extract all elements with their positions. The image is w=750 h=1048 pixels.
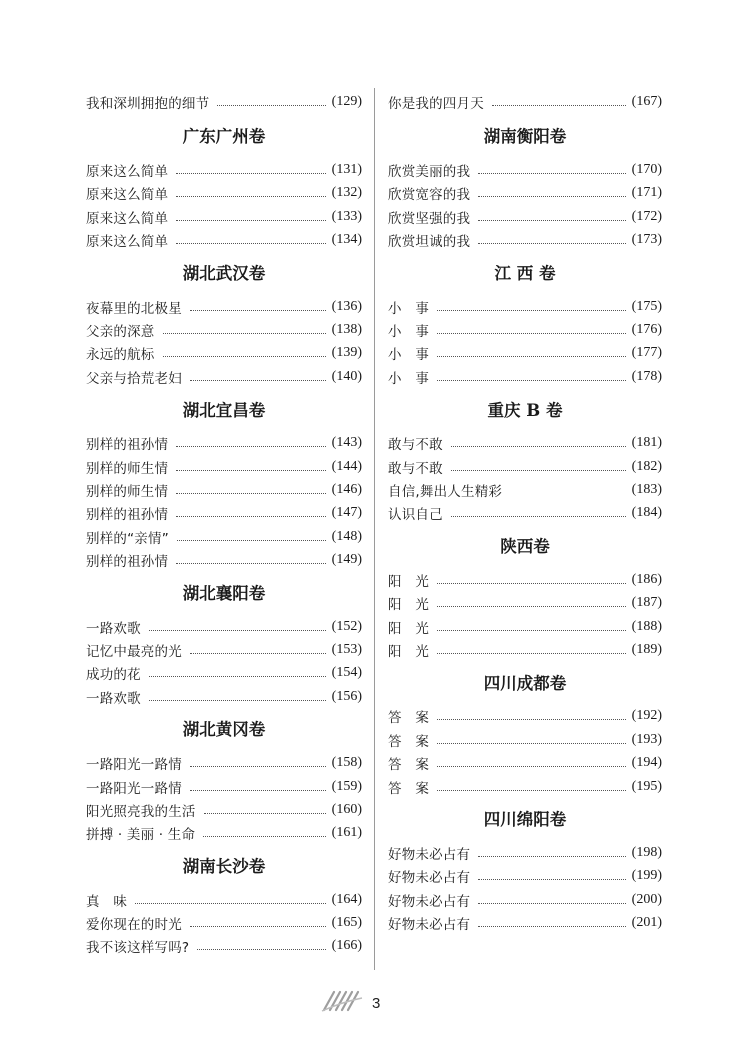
toc-entry-page: (160) — [331, 801, 362, 817]
toc-entry-title: 原来这么简单 — [86, 234, 169, 251]
toc-entry[interactable] — [388, 158, 662, 181]
toc-entry-page: (186) — [631, 571, 662, 587]
toc-entry-title: 好物未必占有 — [388, 917, 471, 934]
toc-entry[interactable] — [86, 888, 362, 911]
toc-entry-title: 欣赏坚强的我 — [388, 210, 471, 227]
dot-leader — [437, 355, 626, 357]
toc-entry[interactable] — [388, 638, 662, 661]
section-heading: 四川绵阳卷 — [483, 810, 567, 830]
toc-entry[interactable] — [86, 615, 362, 638]
toc-entry[interactable] — [388, 841, 662, 864]
dot-leader — [204, 812, 326, 814]
dot-leader — [203, 835, 326, 837]
toc-entry-title: 敢与不敢 — [388, 460, 443, 477]
toc-entry[interactable] — [388, 365, 662, 388]
toc-entry-title: 一路阳光一路情 — [86, 780, 182, 797]
toc-entry[interactable] — [86, 182, 362, 205]
toc-entry-page: (193) — [631, 731, 662, 747]
dot-leader — [190, 309, 326, 311]
toc-entry[interactable] — [388, 182, 662, 205]
toc-entry-page: (176) — [631, 322, 662, 338]
dot-leader — [176, 219, 325, 221]
toc-entry-page: (172) — [631, 208, 662, 224]
toc-entry[interactable] — [388, 615, 662, 638]
dot-leader — [451, 515, 626, 517]
toc-entry[interactable] — [86, 798, 362, 821]
toc-entry[interactable] — [86, 775, 362, 798]
section-heading: 湖北黄冈卷 — [182, 720, 266, 740]
toc-entry-title: 原来这么简单 — [86, 210, 169, 227]
section-heading: 湖北宜昌卷 — [182, 400, 266, 420]
dot-leader — [149, 629, 326, 631]
toc-entry-page: (183) — [631, 481, 662, 497]
toc-entry[interactable] — [388, 318, 662, 341]
toc-entry-title: 敢与不敢 — [388, 437, 443, 454]
toc-entry-page: (138) — [331, 322, 362, 338]
toc-entry-title: 别样的祖孙情 — [86, 437, 169, 454]
toc-entry-title: 自信,舞出人生精彩 — [388, 483, 503, 500]
toc-entry[interactable] — [86, 158, 362, 181]
dot-leader — [149, 699, 326, 701]
column-divider — [374, 88, 375, 970]
toc-entry-page: (177) — [631, 345, 662, 361]
dot-leader — [176, 562, 325, 564]
dot-leader — [437, 652, 626, 654]
dot-leader — [478, 878, 625, 880]
toc-entry-title: 阳 光 — [388, 620, 430, 637]
toc-entry[interactable] — [86, 318, 362, 341]
toc-entry-title: 一路欢歌 — [86, 620, 141, 637]
toc-entry-title: 好物未必占有 — [388, 893, 471, 910]
toc-entry[interactable] — [388, 568, 662, 591]
toc-entry[interactable] — [388, 502, 662, 525]
dot-leader — [437, 379, 626, 381]
dot-leader — [437, 629, 626, 631]
toc-entry-page: (182) — [631, 458, 662, 474]
toc-entry[interactable] — [388, 478, 662, 501]
toc-entry-page: (134) — [331, 232, 362, 248]
publisher-logo-icon — [320, 988, 364, 1018]
dot-leader — [437, 765, 626, 767]
dot-leader — [176, 469, 325, 471]
dot-leader — [437, 742, 626, 744]
toc-entry-page: (136) — [331, 298, 362, 314]
toc-entry-title: 阳 光 — [388, 643, 430, 660]
dot-leader — [197, 948, 325, 950]
toc-entry-title: 欣赏宽容的我 — [388, 187, 471, 204]
toc-entry[interactable] — [86, 822, 362, 845]
section-heading: 广东广州卷 — [182, 127, 266, 147]
toc-entry[interactable] — [86, 662, 362, 685]
toc-entry[interactable] — [388, 911, 662, 934]
toc-entry[interactable] — [86, 432, 362, 455]
toc-entry[interactable] — [388, 432, 662, 455]
toc-entry[interactable] — [388, 342, 662, 365]
toc-entry-page: (131) — [331, 162, 362, 178]
toc-entry-title: 阳光照亮我的生活 — [86, 803, 196, 820]
dot-leader — [478, 172, 625, 174]
toc-entry[interactable] — [86, 935, 362, 958]
page-footer — [320, 988, 430, 1018]
toc-entry-page: (200) — [631, 891, 662, 907]
toc-entry-page: (154) — [331, 665, 362, 681]
dot-leader — [492, 104, 626, 106]
toc-entry-title: 答 案 — [388, 710, 430, 727]
toc-entry-page: (149) — [331, 552, 362, 568]
dot-leader — [176, 515, 325, 517]
toc-entry-page: (184) — [631, 505, 662, 521]
dot-leader — [478, 219, 625, 221]
toc-entry-title: 父亲与拾荒老妇 — [86, 370, 182, 387]
toc-entry-page: (152) — [331, 618, 362, 634]
toc-entry[interactable] — [86, 342, 362, 365]
dot-leader — [190, 652, 326, 654]
toc-entry-title: 爱你现在的时光 — [86, 917, 182, 934]
toc-entry-title: 小 事 — [388, 324, 430, 341]
toc-entry-page: (132) — [331, 185, 362, 201]
toc-entry-page: (189) — [631, 641, 662, 657]
toc-entry-page: (140) — [331, 368, 362, 384]
toc-entry-page: (181) — [631, 435, 662, 451]
toc-entry-title: 欣赏美丽的我 — [388, 164, 471, 181]
dot-leader — [451, 469, 626, 471]
dot-leader — [451, 445, 626, 447]
toc-entry-title: 夜幕里的北极星 — [86, 300, 182, 317]
dot-leader — [177, 539, 326, 541]
toc-entry[interactable] — [86, 295, 362, 318]
toc-entry[interactable] — [86, 502, 362, 525]
toc-entry-title: 一路阳光一路情 — [86, 757, 182, 774]
toc-entry-page: (153) — [331, 641, 362, 657]
dot-leader — [478, 242, 625, 244]
toc-entry-title: 别样的祖孙情 — [86, 507, 169, 524]
section-heading: 四川成都卷 — [483, 673, 567, 693]
toc-entry[interactable] — [86, 751, 362, 774]
dot-leader — [149, 675, 326, 677]
toc-entry-page: (201) — [631, 915, 662, 931]
toc-entry-title: 好物未必占有 — [388, 870, 471, 887]
dot-leader — [217, 104, 325, 106]
toc-entry[interactable] — [86, 638, 362, 661]
dot-leader — [176, 242, 325, 244]
toc-entry-page: (178) — [631, 368, 662, 384]
toc-entry-title: 答 案 — [388, 780, 430, 797]
toc-entry-page: (129) — [331, 93, 362, 109]
dot-leader — [437, 605, 626, 607]
toc-entry-page: (165) — [331, 915, 362, 931]
toc-entry[interactable] — [86, 685, 362, 708]
toc-entry[interactable] — [86, 455, 362, 478]
section-heading: 重庆 B 卷 — [487, 400, 563, 420]
dot-leader — [190, 789, 326, 791]
dot-leader — [176, 492, 325, 494]
toc-entry-title: 原来这么简单 — [86, 164, 169, 181]
toc-entry-title: 欣赏坦诚的我 — [388, 234, 471, 251]
toc-entry[interactable] — [388, 705, 662, 728]
dot-leader — [163, 332, 326, 334]
dot-leader — [163, 355, 326, 357]
dot-leader — [478, 902, 625, 904]
toc-entry[interactable] — [86, 365, 362, 388]
toc-entry-title: 小 事 — [388, 347, 430, 364]
toc-entry-title: 我不该这样写吗? — [86, 940, 190, 957]
toc-entry[interactable] — [86, 525, 362, 548]
toc-entry-title: 原来这么简单 — [86, 187, 169, 204]
dot-leader — [478, 195, 625, 197]
toc-entry-title: 答 案 — [388, 757, 430, 774]
toc-entry-title: 好物未必占有 — [388, 846, 471, 863]
toc-entry-title: 我和深圳拥抱的细节 — [86, 95, 210, 112]
toc-entry-page: (148) — [331, 528, 362, 544]
toc-entry-page: (144) — [331, 458, 362, 474]
toc-entry[interactable] — [388, 295, 662, 318]
toc-entry-title: 成功的花 — [86, 667, 141, 684]
toc-entry[interactable] — [388, 229, 662, 252]
toc-entry-title: 一路欢歌 — [86, 690, 141, 707]
toc-entry-page: (139) — [331, 345, 362, 361]
toc-entry-title: 别样的祖孙情 — [86, 554, 169, 571]
toc-entry-title: 记忆中最亮的光 — [86, 643, 182, 660]
toc-entry-page: (194) — [631, 755, 662, 771]
toc-column-left — [86, 90, 362, 958]
toc-entry[interactable] — [86, 205, 362, 228]
dot-leader — [437, 332, 626, 334]
toc-entry[interactable] — [388, 455, 662, 478]
toc-entry-page: (198) — [631, 844, 662, 860]
toc-entry-page: (171) — [631, 185, 662, 201]
section-heading: 湖北襄阳卷 — [182, 583, 266, 603]
dot-leader — [437, 582, 626, 584]
toc-entry-title: 拼搏 · 美丽 · 生命 — [86, 827, 196, 844]
toc-column-right — [388, 90, 662, 935]
section-heading: 湖北武汉卷 — [182, 263, 266, 283]
dot-leader — [478, 925, 625, 927]
dot-leader — [176, 445, 325, 447]
dot-leader — [190, 925, 326, 927]
dot-leader — [190, 379, 326, 381]
toc-entry-page: (170) — [631, 162, 662, 178]
section-heading: 湖南长沙卷 — [182, 856, 266, 876]
toc-entry-page: (175) — [631, 298, 662, 314]
section-heading: 陕西卷 — [500, 537, 550, 557]
toc-entry[interactable] — [388, 591, 662, 614]
dot-leader — [176, 195, 325, 197]
toc-entry-page: (192) — [631, 708, 662, 724]
toc-entry-title: 认识自己 — [388, 507, 443, 524]
toc-entry-title: 阳 光 — [388, 573, 430, 590]
toc-entry-page: (158) — [331, 755, 362, 771]
toc-entry[interactable] — [86, 911, 362, 934]
dot-leader — [190, 765, 326, 767]
section-heading: 江 西 卷 — [494, 263, 556, 283]
toc-entry-page: (166) — [331, 938, 362, 954]
toc-entry-title: 别样的师生情 — [86, 460, 169, 477]
toc-entry-page: (199) — [631, 868, 662, 884]
dot-leader — [437, 718, 626, 720]
toc-entry-page: (159) — [331, 778, 362, 794]
toc-entry-title: 别样的师生情 — [86, 483, 169, 500]
toc-entry-title: 别样的“亲情” — [86, 530, 169, 547]
toc-entry-page: (156) — [331, 688, 362, 704]
toc-entry-title: 答 案 — [388, 733, 430, 750]
toc-entry[interactable] — [388, 751, 662, 774]
toc-entry[interactable] — [388, 888, 662, 911]
toc-entry[interactable] — [86, 229, 362, 252]
page-number: 3 — [372, 994, 381, 1012]
toc-entry-page: (161) — [331, 825, 362, 841]
toc-entry-page: (187) — [631, 595, 662, 611]
toc-entry-page: (147) — [331, 505, 362, 521]
dot-leader — [437, 789, 626, 791]
toc-entry-page: (146) — [331, 481, 362, 497]
toc-entry-page: (195) — [631, 778, 662, 794]
toc-entry-title: 你是我的四月天 — [388, 95, 484, 112]
toc-entry-title: 永远的航标 — [86, 347, 155, 364]
toc-entry-title: 小 事 — [388, 370, 430, 387]
toc-entry-page: (167) — [631, 93, 662, 109]
toc-entry-page: (188) — [631, 618, 662, 634]
toc-entry-page: (133) — [331, 208, 362, 224]
section-heading: 湖南衡阳卷 — [483, 127, 567, 147]
toc-entry[interactable] — [86, 90, 362, 113]
dot-leader — [176, 172, 325, 174]
toc-entry[interactable] — [86, 548, 362, 571]
toc-entry[interactable] — [86, 478, 362, 501]
dot-leader — [135, 902, 326, 904]
toc-entry-title: 小 事 — [388, 300, 430, 317]
toc-entry-title: 阳 光 — [388, 597, 430, 614]
toc-entry-page: (173) — [631, 232, 662, 248]
toc-entry-title: 真 味 — [86, 893, 128, 910]
toc-entry[interactable] — [388, 728, 662, 751]
toc-entry[interactable] — [388, 865, 662, 888]
dot-leader — [478, 855, 625, 857]
dot-leader — [437, 309, 626, 311]
toc-entry[interactable] — [388, 775, 662, 798]
toc-entry-page: (164) — [331, 891, 362, 907]
toc-entry-title: 父亲的深意 — [86, 324, 155, 341]
toc-entry[interactable] — [388, 90, 662, 113]
toc-entry[interactable] — [388, 205, 662, 228]
toc-entry-page: (143) — [331, 435, 362, 451]
